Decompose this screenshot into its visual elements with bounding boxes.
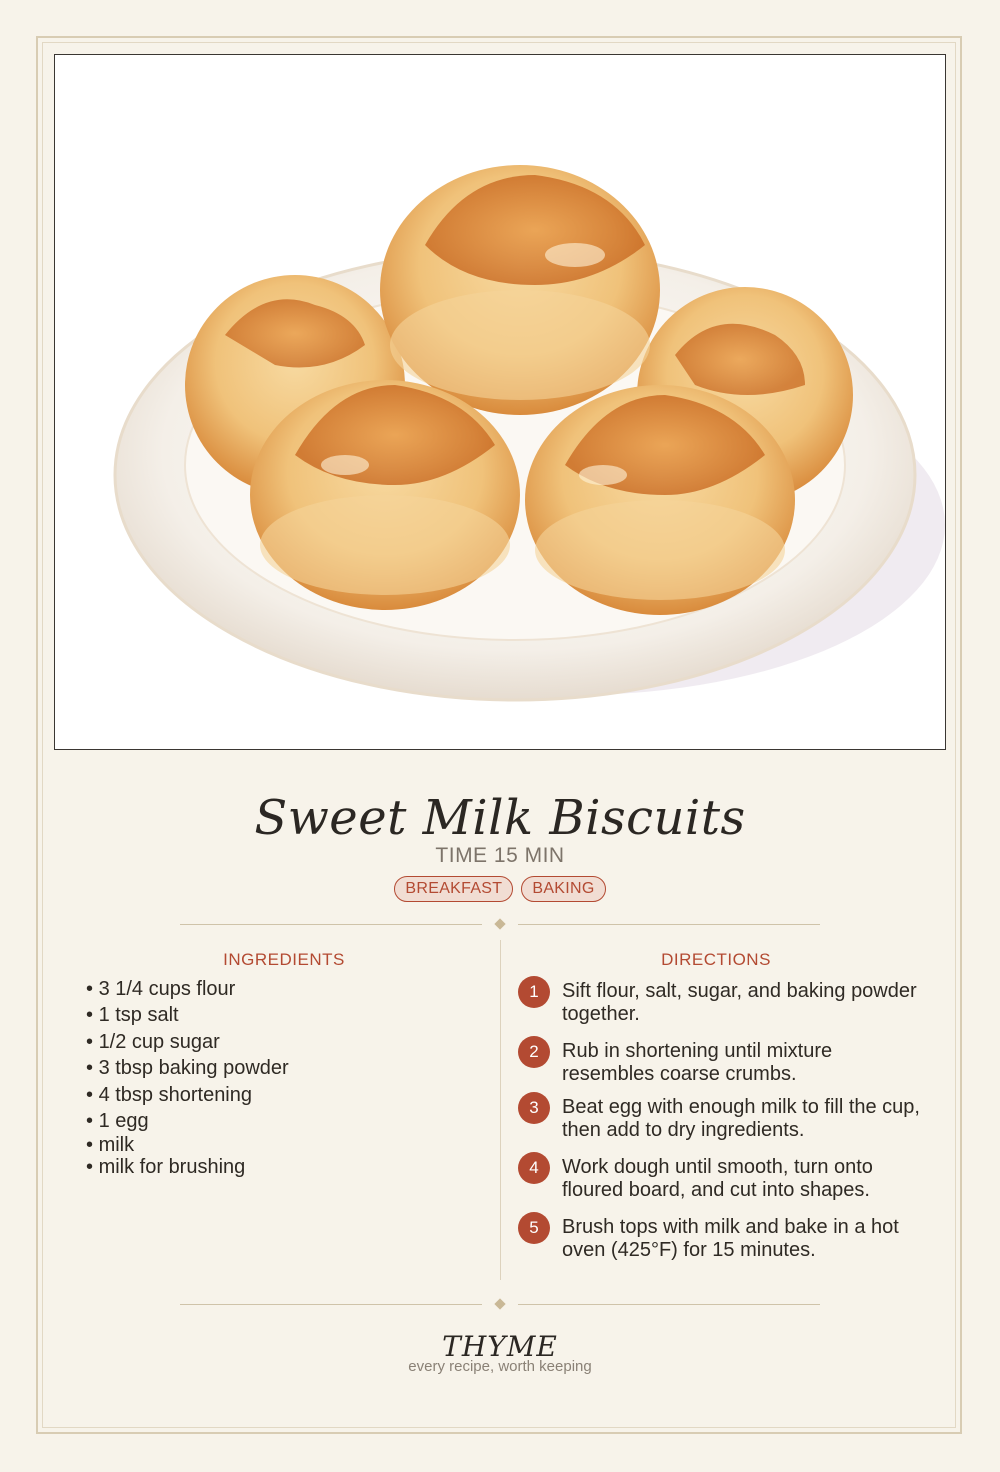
direction-step: [518, 1036, 938, 1086]
ingredient-item: • 3 tbsp baking powder: [86, 1055, 486, 1081]
step-text: Brush tops with milk and bake in a hot oven (425°F) for 15 minutes.: [562, 1216, 899, 1261]
directions-heading: DIRECTIONS: [661, 950, 771, 969]
diamond-ornament-icon: [494, 918, 505, 929]
step-text: Beat egg with enough milk to fill the cup, then add to dry ingredients.: [562, 1096, 920, 1141]
tag-list: [0, 876, 1000, 902]
brand-name: THYME: [442, 1330, 558, 1363]
ingredients-list: [86, 976, 486, 1180]
tag-baking[interactable]: BAKING: [521, 876, 605, 902]
step-text: Work dough until smooth, turn onto floured board, and cut into shapes.: [562, 1156, 873, 1201]
recipe-photo: [54, 54, 946, 750]
section-divider-bottom: [180, 1298, 820, 1310]
section-divider-top: [180, 918, 820, 930]
brand-tagline: every recipe, worth keeping: [408, 1358, 592, 1375]
column-separator: [500, 940, 501, 1280]
diamond-ornament-icon: [494, 1298, 505, 1309]
step-number-badge: 2: [518, 1036, 550, 1068]
direction-step: [518, 1152, 938, 1202]
ingredient-item: • 3 1/4 cups flour: [86, 976, 486, 1002]
tag-breakfast[interactable]: BREAKFAST: [394, 876, 513, 902]
ingredient-item: • 1 tsp salt: [86, 1002, 486, 1028]
ingredient-item: • 1 egg: [86, 1108, 486, 1132]
ingredient-item: • 1/2 cup sugar: [86, 1029, 486, 1055]
recipe-title: Sweet Milk Biscuits: [254, 790, 746, 846]
ingredient-item: • 4 tbsp shortening: [86, 1082, 486, 1108]
biscuits-illustration: [55, 55, 945, 749]
recipe-time: TIME 15 MIN: [435, 844, 565, 867]
ingredient-item: • milk: [86, 1132, 486, 1154]
step-text: Sift flour, salt, sugar, and baking powder together.: [562, 980, 917, 1025]
ingredients-heading: INGREDIENTS: [223, 950, 345, 969]
step-number-badge: 5: [518, 1212, 550, 1244]
step-number-badge: 3: [518, 1092, 550, 1124]
direction-step: [518, 1212, 938, 1262]
direction-step: [518, 1092, 938, 1142]
ingredient-item: • milk for brushing: [86, 1154, 486, 1180]
step-number-badge: 1: [518, 976, 550, 1008]
step-number-badge: 4: [518, 1152, 550, 1184]
direction-step: [518, 976, 938, 1026]
step-text: Rub in shortening until mixture resembles coarse crumbs.: [562, 1040, 833, 1085]
